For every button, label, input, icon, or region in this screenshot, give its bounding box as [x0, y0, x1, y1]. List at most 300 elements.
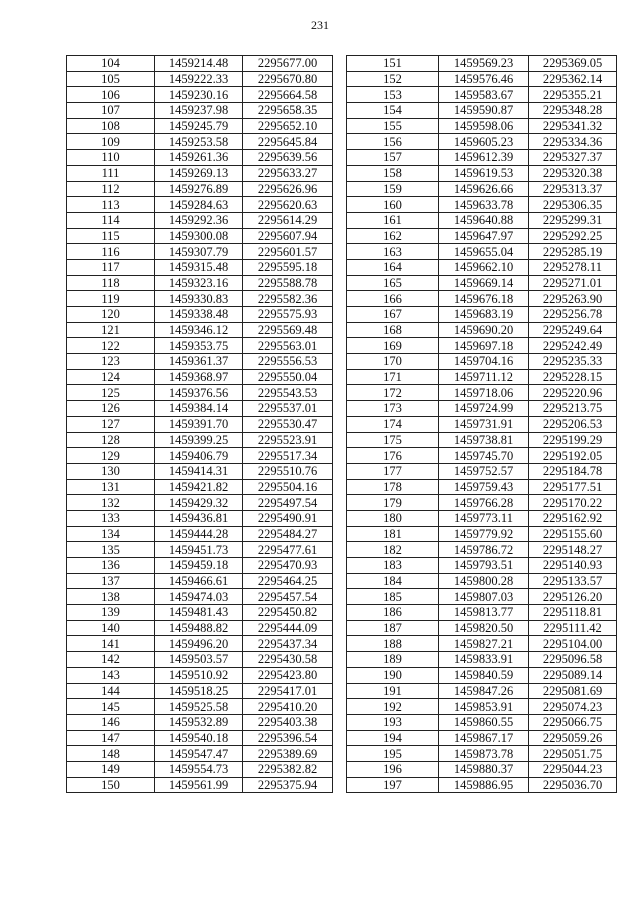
table-row	[67, 150, 333, 166]
table-row	[347, 369, 617, 385]
x-coordinate-cell: 1459444.28	[155, 526, 243, 542]
table-row	[347, 134, 617, 150]
y-coordinate-cell: 2295148.27	[529, 542, 617, 558]
table-row	[67, 667, 333, 683]
table-row	[347, 605, 617, 621]
x-coordinate-cell: 1459779.92	[439, 526, 529, 542]
x-coordinate-cell: 1459647.97	[439, 228, 529, 244]
table-row	[67, 463, 333, 479]
table-row	[67, 761, 333, 777]
table-row	[347, 212, 617, 228]
y-coordinate-cell: 2295652.10	[243, 118, 333, 134]
point-number-cell: 161	[347, 212, 439, 228]
x-coordinate-cell: 1459853.91	[439, 699, 529, 715]
x-coordinate-cell: 1459284.63	[155, 197, 243, 213]
point-number-cell: 139	[67, 605, 155, 621]
table-row	[67, 369, 333, 385]
point-number-cell: 153	[347, 87, 439, 103]
table-row	[67, 322, 333, 338]
point-number-cell: 144	[67, 683, 155, 699]
point-number-cell: 172	[347, 385, 439, 401]
table-row	[67, 385, 333, 401]
table-row	[347, 448, 617, 464]
y-coordinate-cell: 2295089.14	[529, 667, 617, 683]
x-coordinate-cell: 1459724.99	[439, 401, 529, 417]
point-number-cell: 191	[347, 683, 439, 699]
x-coordinate-cell: 1459376.56	[155, 385, 243, 401]
point-number-cell: 136	[67, 558, 155, 574]
table-row	[67, 714, 333, 730]
table-row	[67, 777, 333, 793]
table-row	[347, 71, 617, 87]
table-row	[347, 432, 617, 448]
table-row	[347, 322, 617, 338]
y-coordinate-cell: 2295510.76	[243, 463, 333, 479]
table-row	[67, 683, 333, 699]
y-coordinate-cell: 2295192.05	[529, 448, 617, 464]
y-coordinate-cell: 2295036.70	[529, 777, 617, 793]
y-coordinate-cell: 2295369.05	[529, 56, 617, 72]
x-coordinate-cell: 1459532.89	[155, 714, 243, 730]
point-number-cell: 135	[67, 542, 155, 558]
point-number-cell: 164	[347, 259, 439, 275]
x-coordinate-cell: 1459676.18	[439, 291, 529, 307]
point-number-cell: 131	[67, 479, 155, 495]
y-coordinate-cell: 2295162.92	[529, 510, 617, 526]
y-coordinate-cell: 2295313.37	[529, 181, 617, 197]
table-row	[67, 228, 333, 244]
table-row	[347, 401, 617, 417]
y-coordinate-cell: 2295537.01	[243, 401, 333, 417]
x-coordinate-cell: 1459860.55	[439, 714, 529, 730]
x-coordinate-cell: 1459459.18	[155, 558, 243, 574]
point-number-cell: 166	[347, 291, 439, 307]
x-coordinate-cell: 1459399.25	[155, 432, 243, 448]
table-row	[347, 165, 617, 181]
point-number-cell: 190	[347, 667, 439, 683]
table-row	[347, 259, 617, 275]
point-number-cell: 155	[347, 118, 439, 134]
point-number-cell: 154	[347, 103, 439, 119]
point-number-cell: 187	[347, 620, 439, 636]
x-coordinate-cell: 1459807.03	[439, 589, 529, 605]
table-row	[347, 636, 617, 652]
point-number-cell: 156	[347, 134, 439, 150]
x-coordinate-cell: 1459269.13	[155, 165, 243, 181]
table-row	[347, 244, 617, 260]
x-coordinate-cell: 1459773.11	[439, 510, 529, 526]
y-coordinate-cell: 2295389.69	[243, 746, 333, 762]
point-number-cell: 113	[67, 197, 155, 213]
x-coordinate-cell: 1459406.79	[155, 448, 243, 464]
x-coordinate-cell: 1459214.48	[155, 56, 243, 72]
point-number-cell: 162	[347, 228, 439, 244]
table-row	[347, 385, 617, 401]
table-row	[347, 620, 617, 636]
table-row	[67, 495, 333, 511]
x-coordinate-cell: 1459569.23	[439, 56, 529, 72]
point-number-cell: 130	[67, 463, 155, 479]
x-coordinate-cell: 1459752.57	[439, 463, 529, 479]
y-coordinate-cell: 2295457.54	[243, 589, 333, 605]
point-number-cell: 129	[67, 448, 155, 464]
y-coordinate-cell: 2295588.78	[243, 275, 333, 291]
x-coordinate-cell: 1459605.23	[439, 134, 529, 150]
y-coordinate-cell: 2295256.78	[529, 307, 617, 323]
point-number-cell: 115	[67, 228, 155, 244]
y-coordinate-cell: 2295375.94	[243, 777, 333, 793]
table-row	[67, 730, 333, 746]
y-coordinate-cell: 2295184.78	[529, 463, 617, 479]
x-coordinate-cell: 1459338.48	[155, 307, 243, 323]
table-row	[67, 103, 333, 119]
point-number-cell: 174	[347, 416, 439, 432]
x-coordinate-cell: 1459813.77	[439, 605, 529, 621]
point-number-cell: 141	[67, 636, 155, 652]
x-coordinate-cell: 1459474.03	[155, 589, 243, 605]
x-coordinate-cell: 1459800.28	[439, 573, 529, 589]
x-coordinate-cell: 1459873.78	[439, 746, 529, 762]
y-coordinate-cell: 2295550.04	[243, 369, 333, 385]
point-number-cell: 183	[347, 558, 439, 574]
x-coordinate-cell: 1459731.91	[439, 416, 529, 432]
table-row	[347, 118, 617, 134]
table-row	[67, 275, 333, 291]
x-coordinate-cell: 1459353.75	[155, 338, 243, 354]
table-row	[347, 56, 617, 72]
x-coordinate-cell: 1459361.37	[155, 354, 243, 370]
x-coordinate-cell: 1459384.14	[155, 401, 243, 417]
table-row	[67, 448, 333, 464]
y-coordinate-cell: 2295523.91	[243, 432, 333, 448]
y-coordinate-cell: 2295320.38	[529, 165, 617, 181]
table-row	[347, 542, 617, 558]
x-coordinate-cell: 1459451.73	[155, 542, 243, 558]
point-number-cell: 150	[67, 777, 155, 793]
x-coordinate-cell: 1459745.70	[439, 448, 529, 464]
point-number-cell: 109	[67, 134, 155, 150]
point-number-cell: 159	[347, 181, 439, 197]
y-coordinate-cell: 2295517.34	[243, 448, 333, 464]
x-coordinate-cell: 1459590.87	[439, 103, 529, 119]
x-coordinate-cell: 1459253.58	[155, 134, 243, 150]
table-row	[347, 558, 617, 574]
point-number-cell: 107	[67, 103, 155, 119]
x-coordinate-cell: 1459786.72	[439, 542, 529, 558]
point-number-cell: 189	[347, 652, 439, 668]
y-coordinate-cell: 2295633.27	[243, 165, 333, 181]
x-coordinate-cell: 1459561.99	[155, 777, 243, 793]
table-row	[67, 118, 333, 134]
point-number-cell: 179	[347, 495, 439, 511]
x-coordinate-cell: 1459626.66	[439, 181, 529, 197]
table-row	[347, 699, 617, 715]
x-coordinate-cell: 1459662.10	[439, 259, 529, 275]
point-number-cell: 105	[67, 71, 155, 87]
y-coordinate-cell: 2295490.91	[243, 510, 333, 526]
x-coordinate-cell: 1459833.91	[439, 652, 529, 668]
y-coordinate-cell: 2295355.21	[529, 87, 617, 103]
table-row	[67, 636, 333, 652]
y-coordinate-cell: 2295133.57	[529, 573, 617, 589]
point-number-cell: 116	[67, 244, 155, 260]
y-coordinate-cell: 2295563.01	[243, 338, 333, 354]
y-coordinate-cell: 2295569.48	[243, 322, 333, 338]
y-coordinate-cell: 2295235.33	[529, 354, 617, 370]
y-coordinate-cell: 2295477.61	[243, 542, 333, 558]
point-number-cell: 148	[67, 746, 155, 762]
point-number-cell: 146	[67, 714, 155, 730]
y-coordinate-cell: 2295278.11	[529, 259, 617, 275]
x-coordinate-cell: 1459640.88	[439, 212, 529, 228]
y-coordinate-cell: 2295177.51	[529, 479, 617, 495]
x-coordinate-cell: 1459759.43	[439, 479, 529, 495]
x-coordinate-cell: 1459503.57	[155, 652, 243, 668]
x-coordinate-cell: 1459488.82	[155, 620, 243, 636]
point-number-cell: 110	[67, 150, 155, 166]
table-row	[347, 714, 617, 730]
y-coordinate-cell: 2295348.28	[529, 103, 617, 119]
table-row	[347, 777, 617, 793]
point-number-cell: 111	[67, 165, 155, 181]
x-coordinate-cell: 1459704.16	[439, 354, 529, 370]
table-row	[347, 495, 617, 511]
point-number-cell: 160	[347, 197, 439, 213]
x-coordinate-cell: 1459847.26	[439, 683, 529, 699]
point-number-cell: 143	[67, 667, 155, 683]
y-coordinate-cell: 2295677.00	[243, 56, 333, 72]
table-row	[347, 87, 617, 103]
x-coordinate-cell: 1459222.33	[155, 71, 243, 87]
point-number-cell: 185	[347, 589, 439, 605]
y-coordinate-cell: 2295664.58	[243, 87, 333, 103]
y-coordinate-cell: 2295614.29	[243, 212, 333, 228]
point-number-cell: 195	[347, 746, 439, 762]
table-row	[347, 181, 617, 197]
x-coordinate-cell: 1459655.04	[439, 244, 529, 260]
y-coordinate-cell: 2295601.57	[243, 244, 333, 260]
y-coordinate-cell: 2295582.36	[243, 291, 333, 307]
point-number-cell: 152	[347, 71, 439, 87]
y-coordinate-cell: 2295403.38	[243, 714, 333, 730]
table-row	[347, 275, 617, 291]
y-coordinate-cell: 2295530.47	[243, 416, 333, 432]
y-coordinate-cell: 2295263.90	[529, 291, 617, 307]
y-coordinate-cell: 2295444.09	[243, 620, 333, 636]
table-row	[67, 526, 333, 542]
table-row	[347, 573, 617, 589]
y-coordinate-cell: 2295271.01	[529, 275, 617, 291]
y-coordinate-cell: 2295450.82	[243, 605, 333, 621]
x-coordinate-cell: 1459323.16	[155, 275, 243, 291]
table-row	[67, 212, 333, 228]
y-coordinate-cell: 2295044.23	[529, 761, 617, 777]
y-coordinate-cell: 2295410.20	[243, 699, 333, 715]
x-coordinate-cell: 1459820.50	[439, 620, 529, 636]
y-coordinate-cell: 2295206.53	[529, 416, 617, 432]
x-coordinate-cell: 1459307.79	[155, 244, 243, 260]
x-coordinate-cell: 1459429.32	[155, 495, 243, 511]
x-coordinate-cell: 1459230.16	[155, 87, 243, 103]
point-number-cell: 181	[347, 526, 439, 542]
y-coordinate-cell: 2295382.82	[243, 761, 333, 777]
x-coordinate-cell: 1459598.06	[439, 118, 529, 134]
point-number-cell: 117	[67, 259, 155, 275]
y-coordinate-cell: 2295285.19	[529, 244, 617, 260]
x-coordinate-cell: 1459840.59	[439, 667, 529, 683]
table-row	[67, 354, 333, 370]
table-row	[347, 307, 617, 323]
y-coordinate-cell: 2295575.93	[243, 307, 333, 323]
y-coordinate-cell: 2295464.25	[243, 573, 333, 589]
point-number-cell: 193	[347, 714, 439, 730]
y-coordinate-cell: 2295249.64	[529, 322, 617, 338]
coordinates-table-left	[66, 55, 333, 793]
point-number-cell: 126	[67, 401, 155, 417]
y-coordinate-cell: 2295155.60	[529, 526, 617, 542]
point-number-cell: 140	[67, 620, 155, 636]
point-number-cell: 147	[67, 730, 155, 746]
point-number-cell: 104	[67, 56, 155, 72]
y-coordinate-cell: 2295228.15	[529, 369, 617, 385]
y-coordinate-cell: 2295213.75	[529, 401, 617, 417]
point-number-cell: 124	[67, 369, 155, 385]
point-number-cell: 169	[347, 338, 439, 354]
y-coordinate-cell: 2295220.96	[529, 385, 617, 401]
table-row	[67, 542, 333, 558]
table-row	[67, 589, 333, 605]
point-number-cell: 177	[347, 463, 439, 479]
y-coordinate-cell: 2295484.27	[243, 526, 333, 542]
table-row	[67, 558, 333, 574]
y-coordinate-cell: 2295430.58	[243, 652, 333, 668]
point-number-cell: 114	[67, 212, 155, 228]
point-number-cell: 142	[67, 652, 155, 668]
table-row	[67, 746, 333, 762]
table-row	[347, 103, 617, 119]
x-coordinate-cell: 1459292.36	[155, 212, 243, 228]
y-coordinate-cell: 2295096.58	[529, 652, 617, 668]
x-coordinate-cell: 1459414.31	[155, 463, 243, 479]
table-row	[347, 730, 617, 746]
point-number-cell: 180	[347, 510, 439, 526]
y-coordinate-cell: 2295299.31	[529, 212, 617, 228]
point-number-cell: 173	[347, 401, 439, 417]
x-coordinate-cell: 1459368.97	[155, 369, 243, 385]
x-coordinate-cell: 1459619.53	[439, 165, 529, 181]
point-number-cell: 149	[67, 761, 155, 777]
y-coordinate-cell: 2295670.80	[243, 71, 333, 87]
y-coordinate-cell: 2295639.56	[243, 150, 333, 166]
y-coordinate-cell: 2295645.84	[243, 134, 333, 150]
table-row	[347, 479, 617, 495]
y-coordinate-cell: 2295497.54	[243, 495, 333, 511]
x-coordinate-cell: 1459583.67	[439, 87, 529, 103]
point-number-cell: 182	[347, 542, 439, 558]
point-number-cell: 168	[347, 322, 439, 338]
x-coordinate-cell: 1459540.18	[155, 730, 243, 746]
point-number-cell: 133	[67, 510, 155, 526]
y-coordinate-cell: 2295396.54	[243, 730, 333, 746]
point-number-cell: 132	[67, 495, 155, 511]
table-row	[67, 307, 333, 323]
point-number-cell: 167	[347, 307, 439, 323]
table-row	[67, 432, 333, 448]
x-coordinate-cell: 1459547.47	[155, 746, 243, 762]
y-coordinate-cell: 2295059.26	[529, 730, 617, 746]
table-row	[67, 181, 333, 197]
point-number-cell: 165	[347, 275, 439, 291]
point-number-cell: 163	[347, 244, 439, 260]
y-coordinate-cell: 2295607.94	[243, 228, 333, 244]
x-coordinate-cell: 1459554.73	[155, 761, 243, 777]
y-coordinate-cell: 2295074.23	[529, 699, 617, 715]
x-coordinate-cell: 1459633.78	[439, 197, 529, 213]
y-coordinate-cell: 2295658.35	[243, 103, 333, 119]
table-row	[347, 338, 617, 354]
y-coordinate-cell: 2295423.80	[243, 667, 333, 683]
y-coordinate-cell: 2295306.35	[529, 197, 617, 213]
x-coordinate-cell: 1459827.21	[439, 636, 529, 652]
y-coordinate-cell: 2295543.53	[243, 385, 333, 401]
y-coordinate-cell: 2295334.36	[529, 134, 617, 150]
point-number-cell: 184	[347, 573, 439, 589]
x-coordinate-cell: 1459738.81	[439, 432, 529, 448]
table-row	[67, 197, 333, 213]
y-coordinate-cell: 2295081.69	[529, 683, 617, 699]
point-number-cell: 178	[347, 479, 439, 495]
point-number-cell: 106	[67, 87, 155, 103]
point-number-cell: 194	[347, 730, 439, 746]
table-row	[67, 620, 333, 636]
y-coordinate-cell: 2295595.18	[243, 259, 333, 275]
table-row	[67, 244, 333, 260]
table-row	[67, 259, 333, 275]
point-number-cell: 197	[347, 777, 439, 793]
y-coordinate-cell: 2295292.25	[529, 228, 617, 244]
coordinates-table-right	[346, 55, 617, 793]
table-row	[347, 589, 617, 605]
y-coordinate-cell: 2295327.37	[529, 150, 617, 166]
table-row	[67, 291, 333, 307]
x-coordinate-cell: 1459481.43	[155, 605, 243, 621]
table-row	[67, 573, 333, 589]
table-row	[347, 416, 617, 432]
table-row	[347, 746, 617, 762]
x-coordinate-cell: 1459346.12	[155, 322, 243, 338]
table-row	[67, 165, 333, 181]
table-row	[347, 228, 617, 244]
y-coordinate-cell: 2295437.34	[243, 636, 333, 652]
x-coordinate-cell: 1459766.28	[439, 495, 529, 511]
y-coordinate-cell: 2295051.75	[529, 746, 617, 762]
point-number-cell: 119	[67, 291, 155, 307]
x-coordinate-cell: 1459697.18	[439, 338, 529, 354]
table-row	[67, 338, 333, 354]
x-coordinate-cell: 1459867.17	[439, 730, 529, 746]
x-coordinate-cell: 1459718.06	[439, 385, 529, 401]
point-number-cell: 151	[347, 56, 439, 72]
x-coordinate-cell: 1459237.98	[155, 103, 243, 119]
x-coordinate-cell: 1459518.25	[155, 683, 243, 699]
point-number-cell: 158	[347, 165, 439, 181]
table-row	[67, 56, 333, 72]
point-number-cell: 128	[67, 432, 155, 448]
page-number: 231	[311, 18, 329, 32]
point-number-cell: 171	[347, 369, 439, 385]
table-row	[67, 479, 333, 495]
y-coordinate-cell: 2295111.42	[529, 620, 617, 636]
